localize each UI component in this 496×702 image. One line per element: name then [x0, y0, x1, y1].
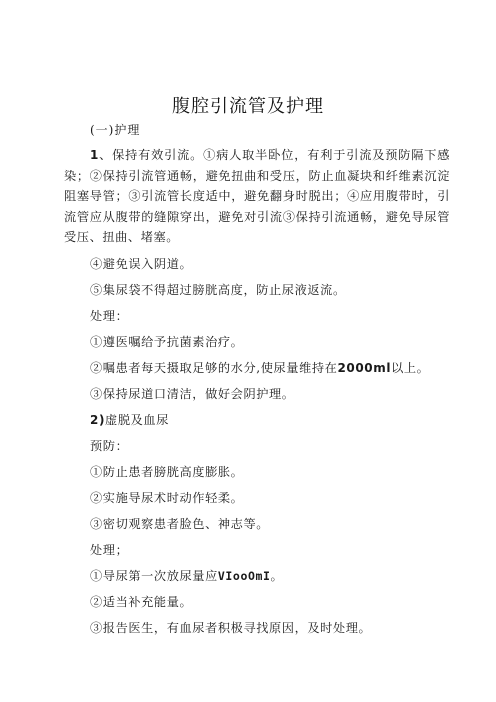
paragraph-bladder-distension: ①防止患者膀胱高度膨胀。 — [90, 464, 244, 479]
paragraph-prevention-heading: 预防： — [90, 438, 129, 453]
urine-volume-value: 2000ml — [337, 360, 392, 375]
document-title: 腹腔引流管及护理 — [172, 96, 324, 117]
paragraph-gentle-catheterization: ②实施导尿术时动作轻柔。 — [90, 490, 244, 505]
paragraph-text-end: 。 — [270, 568, 284, 583]
paragraph-treatment-heading-2: 处理； — [90, 542, 129, 557]
paragraph-antibiotics: ①遵医嘱给予抗菌素治疗。 — [90, 334, 244, 349]
paragraph-avoid-vagina: ④避免误入阴道。 — [90, 256, 193, 271]
paragraph-water-intake — [64, 358, 450, 378]
paragraph-urine-bag: ⑤集尿袋不得超过膀胱高度，防止尿液返流。 — [90, 282, 346, 297]
paragraph-treatment-heading: 处理： — [90, 308, 129, 323]
paragraph-collapse-hematuria — [64, 410, 450, 430]
paragraph-number: 1 — [90, 148, 99, 162]
paragraph-text-end: 以上。 — [391, 360, 430, 375]
release-volume-value: VIooOmI — [217, 568, 271, 583]
paragraph-text: ①导尿第一次放尿量应 — [90, 568, 218, 583]
paragraph-first-release — [64, 566, 450, 586]
paragraph-observe-patient: ③密切观察患者脸色、神志等。 — [90, 516, 270, 531]
section-heading-text: (一)护理 — [90, 123, 141, 137]
paragraph-number: 2) — [90, 412, 106, 427]
paragraph-urethra-clean: ③保持尿道口清洁，做好会阴护理。 — [90, 386, 295, 401]
paragraph-text: 虚脱及血尿 — [105, 412, 169, 427]
paragraph-effective-drainage — [64, 145, 450, 248]
section-heading-nursing — [64, 120, 450, 140]
document-body — [64, 120, 450, 644]
paragraph-text: ②嘱患者每天摄取足够的水分,使尿量维持在 — [90, 360, 338, 375]
paragraph-supplement-energy: ②适当补充能量。 — [90, 594, 193, 609]
paragraph-text: 、保持有效引流。①病人取半卧位，有利于引流及预防隔下感染；②保持引流管通畅，避免扭曲和受压，防止血凝块和纤维素沉淀阻塞导管；③引流管长度适中，避免翻身时脱出；④应用腹带时，引流管应从腹带的缝隙穿出，避免对引流③保持引流通畅，避免导尿管受压、扭曲、堵塞。 — [64, 148, 450, 244]
paragraph-report-doctor: ③报告医生，有血尿者积极寻找原因，及时处理。 — [90, 620, 372, 635]
